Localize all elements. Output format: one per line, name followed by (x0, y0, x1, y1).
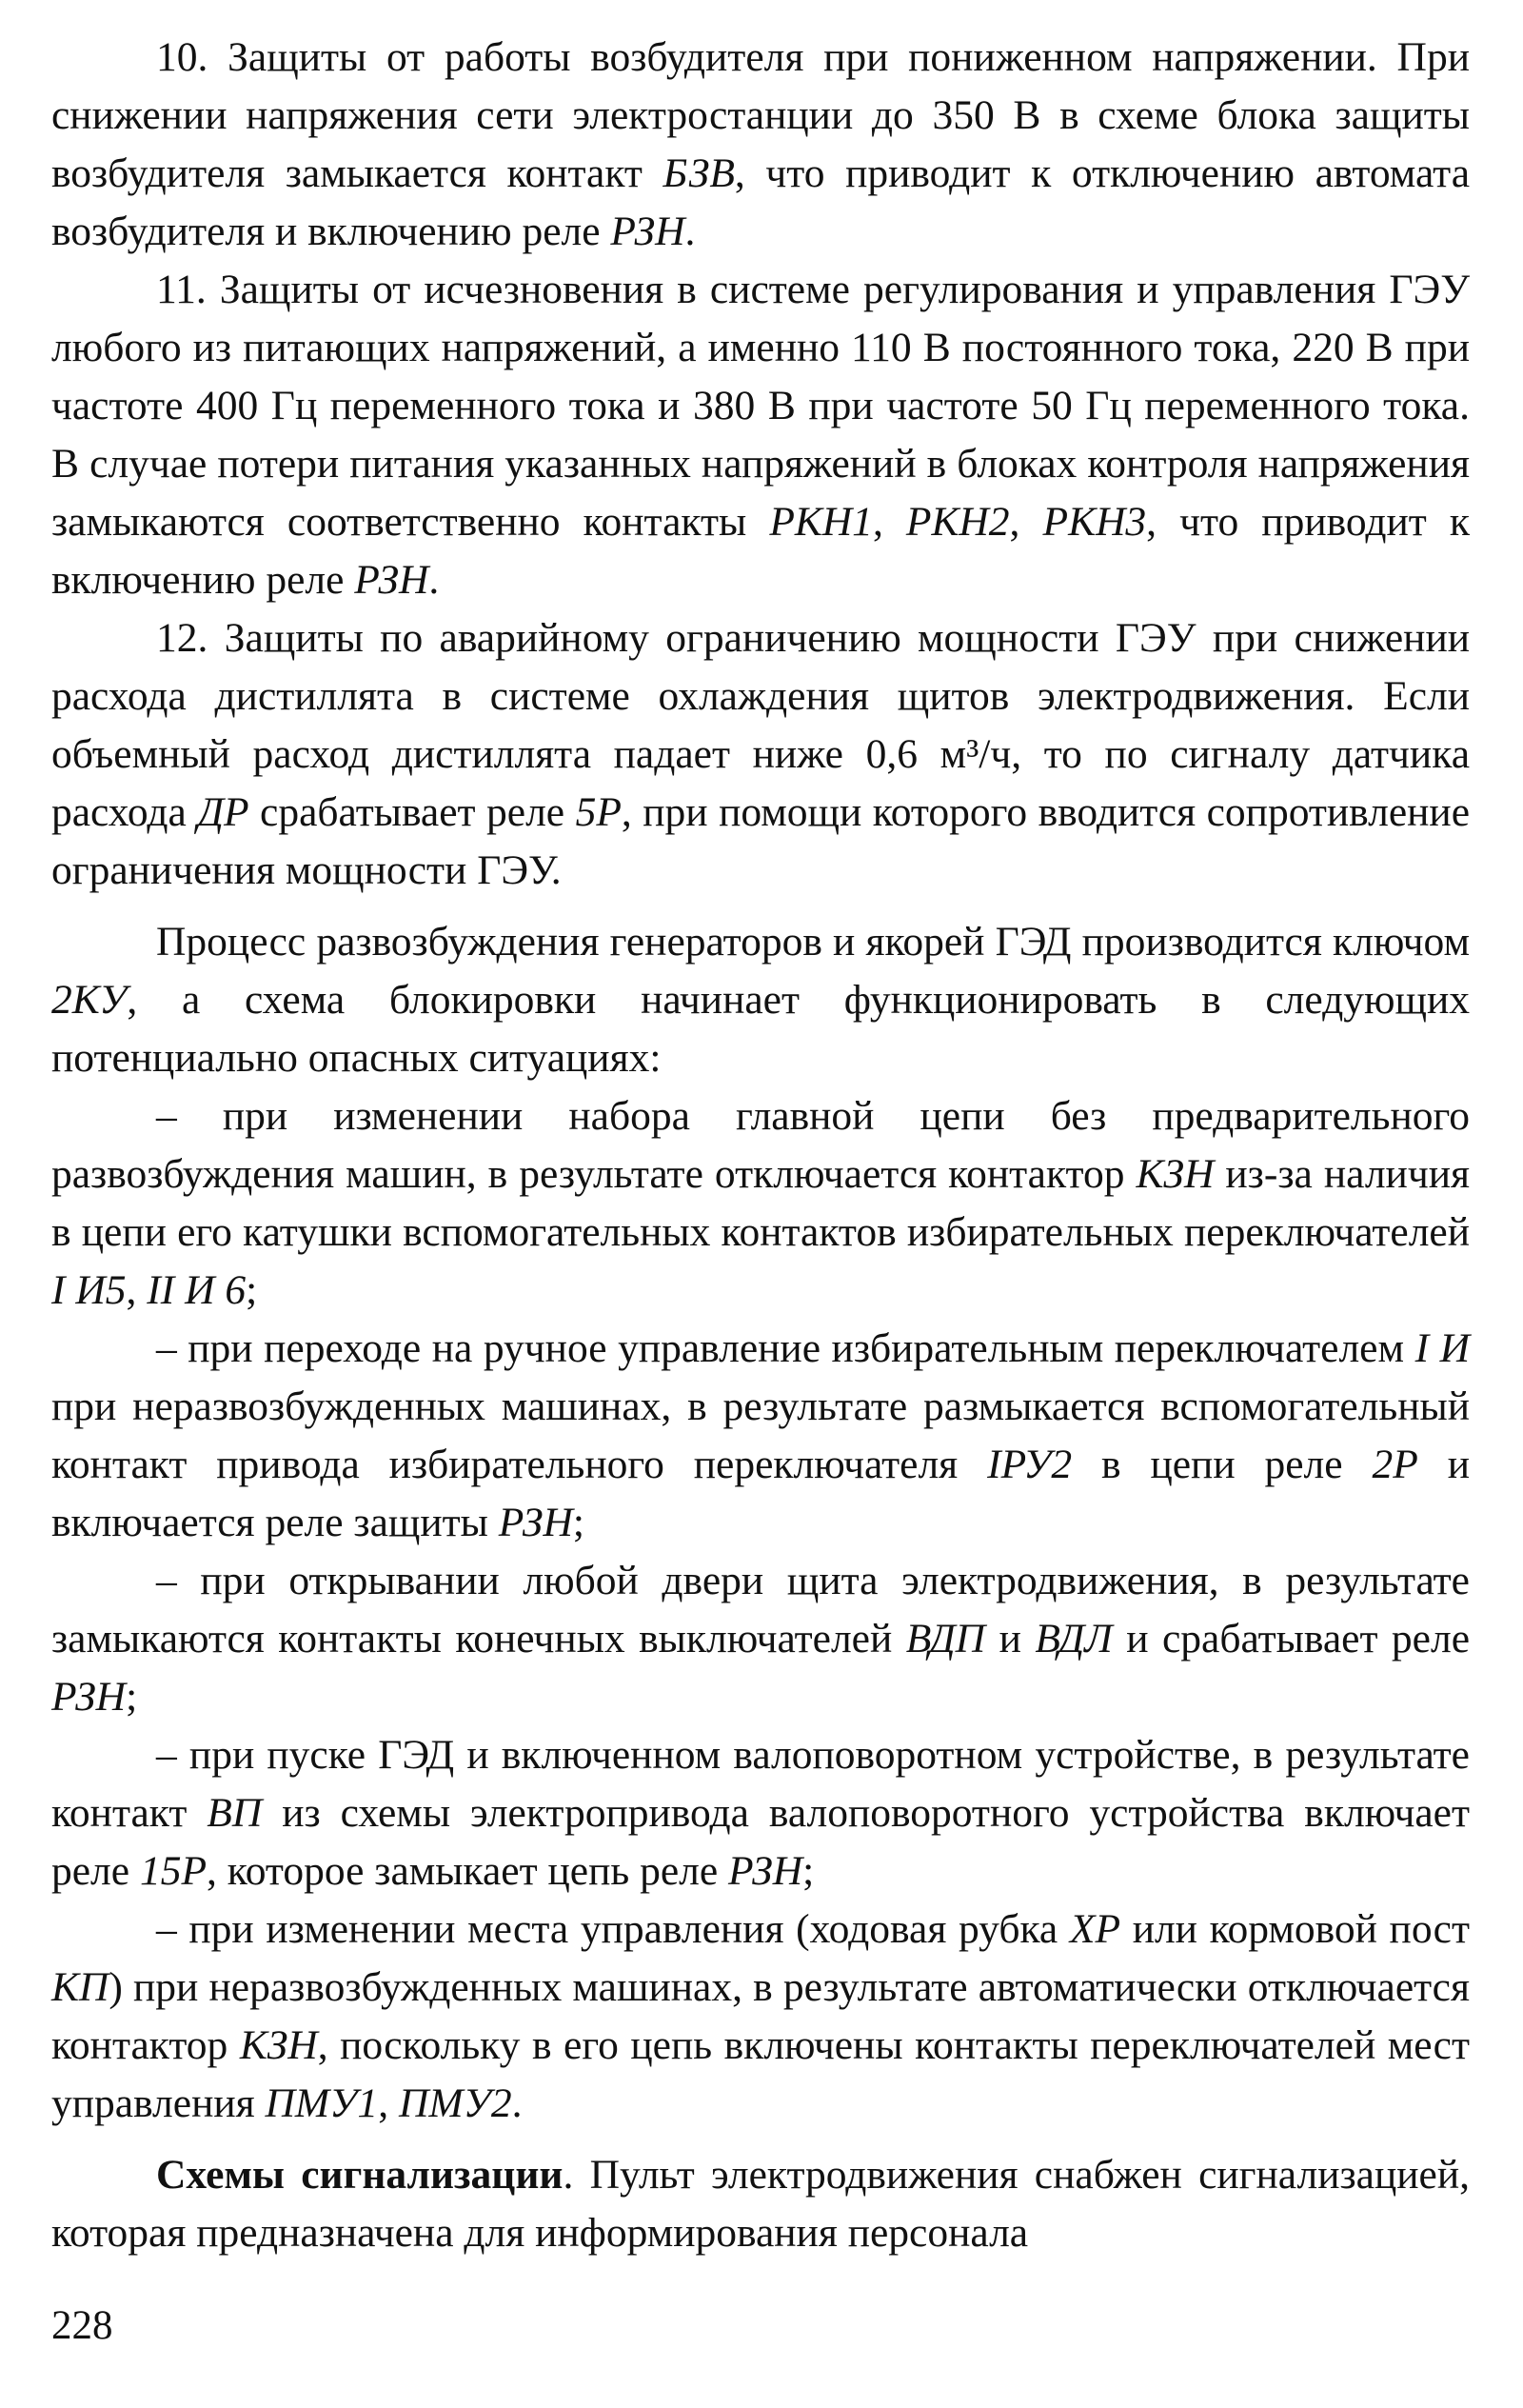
text-run: , поскольку в его цепь включены контакты переключателей мест управления (51, 2022, 1470, 2126)
italic-designation: ПМУ1 (265, 2080, 379, 2126)
text-run: – при изменении набора главной цепи без предварительного развозбуждения машин, в результате отключается контактор (51, 1093, 1470, 1197)
text-run: ; (246, 1267, 258, 1313)
italic-designation: I И5 (51, 1267, 127, 1313)
italic-designation: ВП (207, 1790, 263, 1836)
text-run: ; (572, 1500, 584, 1545)
text-run: , (872, 499, 906, 545)
text-run: , (378, 2080, 399, 2126)
paragraph-situation-control-place (51, 1901, 1470, 2133)
text-run: , что приводит к отключению автомата возбудителя и включению реле (51, 150, 1470, 254)
text-run: в цепи реле (1072, 1442, 1373, 1487)
text-run: 12. Защиты по аварийному ограничению мощности ГЭУ при снижении расхода дистиллята в системе охлаждения щитов электродвижения. Если объемный расход дистиллята падает ниже 0,6 м³/ч, то по сигналу датчика расхода (51, 615, 1470, 835)
italic-designation: РЗН (51, 1674, 127, 1720)
text-run: – при переходе на ручное управление избирательным переключателем (156, 1325, 1415, 1371)
text-run: при неразвозбужденных машинах, в результате размыкается вспомогательный контакт привода избирательного переключателя (51, 1383, 1470, 1487)
text-run: , что приводит к включению реле (51, 499, 1471, 603)
text-run: из схемы электропривода валоповоротного устройства включает реле (51, 1790, 1471, 1894)
italic-designation: РКН3 (1042, 499, 1147, 545)
text-run: срабатывает реле (248, 789, 576, 835)
text-run: – при пуске ГЭД и включенном валоповоротном устройстве, в результате контакт (51, 1732, 1470, 1836)
text-run: 11. Защиты от исчезновения в системе регулирования и управления ГЭУ любого из питающих напряжений, а именно 110 В постоянного тока, 220 В при частоте 400 Гц переменного тока и 380 В при частоте 50 Гц переменного тока. В случае потери питания указанных напряжений в блоках контроля напряжения замыкаются соответственно контакты (51, 267, 1470, 545)
paragraph-situation-turning-gear (51, 1726, 1470, 1901)
text-run: или кормовой пост (1120, 1906, 1470, 1952)
text-run: – при изменении места управления (ходовая рубка (156, 1906, 1070, 1952)
italic-designation: ПМУ2 (398, 2080, 512, 2126)
text-run: , которое замыкает цепь реле (207, 1848, 729, 1894)
text-run: . (684, 209, 696, 254)
italic-designation: КЗН (1136, 1151, 1215, 1197)
text-run: ; (802, 1848, 815, 1894)
page-text (51, 29, 1470, 2262)
text-run: , при помощи которого вводится сопротивление ограничения мощности ГЭУ. (51, 789, 1471, 893)
italic-designation: РКН2 (905, 499, 1010, 545)
italic-designation: ХР (1069, 1906, 1121, 1952)
italic-designation: РКН1 (769, 499, 873, 545)
italic-designation: 15Р (139, 1848, 208, 1894)
italic-designation: ВДП (905, 1616, 986, 1662)
italic-designation: РЗН (498, 1500, 573, 1545)
text-run: , а схема блокировки начинает функционировать в следующих потенциально опасных ситуациях: (51, 977, 1470, 1081)
text-run: – при открывании любой двери щита электродвижения, в результате замыкаются контакты конечных выключателей (51, 1558, 1470, 1662)
italic-designation: ДР (197, 789, 249, 835)
paragraph-protection-10 (51, 29, 1470, 261)
text-run: 10. Защиты от работы возбудителя при пониженном напряжении. При снижении напряжения сети электростанции до 350 В в схеме блока защиты возбудителя замыкается контакт (51, 34, 1470, 196)
text-run: . (428, 557, 440, 603)
text-run: ) при неразвозбужденных машинах, в результате автоматически отключается контактор (51, 1964, 1470, 2068)
italic-designation: ВДЛ (1035, 1616, 1113, 1662)
italic-designation: 2КУ (51, 977, 128, 1023)
bold-heading-run: Схемы сигнализации (156, 2152, 564, 2198)
italic-designation: РЗН (610, 209, 685, 254)
paragraph-protection-12 (51, 609, 1470, 900)
italic-designation: I И (1414, 1325, 1470, 1371)
text-run: и включается реле защиты (51, 1442, 1470, 1545)
paragraph-situation-main-circuit (51, 1087, 1470, 1320)
paragraph-situation-manual-control (51, 1320, 1470, 1552)
text-run: Процесс развозбуждения генераторов и якорей ГЭД производится ключом (156, 919, 1470, 965)
italic-designation: БЗВ (663, 150, 735, 196)
italic-designation: РЗН (354, 557, 429, 603)
page-number: 228 (51, 2303, 113, 2348)
paragraph-deexcitation-process (51, 913, 1470, 1087)
italic-designation: РЗН (728, 1848, 803, 1894)
paragraph-protection-11 (51, 261, 1470, 609)
italic-designation: КЗН (239, 2022, 318, 2068)
italic-designation: II И 6 (147, 1267, 247, 1313)
italic-designation: КП (51, 1964, 109, 2010)
text-run: . Пульт электродвижения снабжен сигнализацией, которая предназначена для информирования персонала (51, 2152, 1470, 2256)
italic-designation: IРУ2 (987, 1442, 1073, 1487)
text-run: ; (126, 1674, 138, 1720)
paragraph-signaling-schemes (51, 2146, 1470, 2262)
text-run: . (511, 2080, 523, 2126)
text-run: , (1009, 499, 1043, 545)
italic-designation: 2Р (1372, 1442, 1418, 1487)
text-run: и (985, 1616, 1036, 1662)
text-run: и срабатывает реле (1112, 1616, 1471, 1662)
italic-designation: 5Р (575, 789, 622, 835)
paragraph-situation-door-open (51, 1552, 1470, 1726)
text-run: , (126, 1267, 148, 1313)
text-run: из-за наличия в цепи его катушки вспомогательных контактов избирательных переключателей (51, 1151, 1470, 1255)
